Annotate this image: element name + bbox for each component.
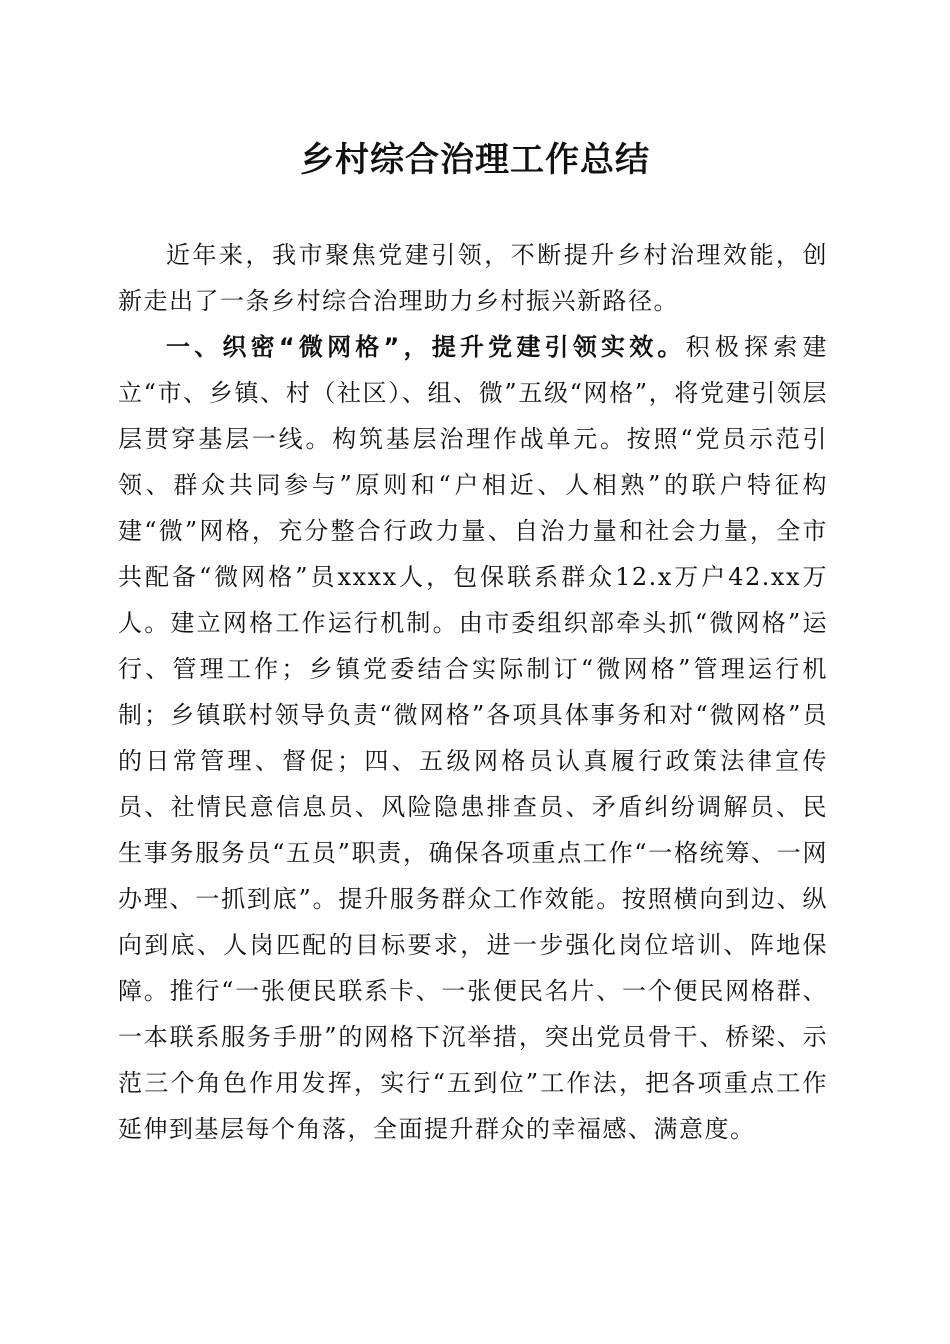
document-title: 乡村综合治理工作总结	[300, 140, 650, 180]
intro-paragraph: 近年来，我市聚焦党建引领，不断提升乡村治理效能，创新走出了一条乡村综合治理助力乡村振兴新路径。	[118, 241, 828, 315]
section-paragraph	[118, 324, 828, 1152]
section-body: 积极探索建立“市、乡镇、村（社区）、组、微”五级“网格”，将党建引领层层贯穿基层一线。构筑基层治理作战单元。按照“党员示范引领、群众共同参与”原则和“户相近、人相熟”的联户特征构建“微”网格，充分整合行政力量、自治力量和社会力量，全市共配备“微网格”员xxxx人，包保联系群众12.x万户42.xx万人。建立网格工作运行机制。由市委组织部牵头抓“微网格”运行、管理工作；乡镇党委结合实际制订“微网格”管理运行机制；乡镇联村领导负责“微网格”各项具体事务和对“微网格”员的日常管理、督促；四、五级网格员认真履行政策法律宣传员、社情民意信息员、风险隐患排查员、矛盾纠纷调解员、民生事务服务员“五员”职责，确保各项重点工作“一格统筹、一网办理、一抓到底”。提升服务群众工作效能。按照横向到边、纵向到底、人岗匹配的目标要求，进一步强化岗位培训、阵地保障。推行“一张便民联系卡、一张便民名片、一个便民网格群、一本联系服务手册”的网格下沉举措，突出党员骨干、桥梁、示范三个角色作用发挥，实行“五到位”工作法，把各项重点工作延伸到基层每个角落，全面提升群众的幸福感、满意度。	[118, 333, 829, 1143]
section-heading: 一、织密“微网格”，提升党建引领实效。	[166, 333, 686, 361]
document-body	[118, 232, 828, 1152]
